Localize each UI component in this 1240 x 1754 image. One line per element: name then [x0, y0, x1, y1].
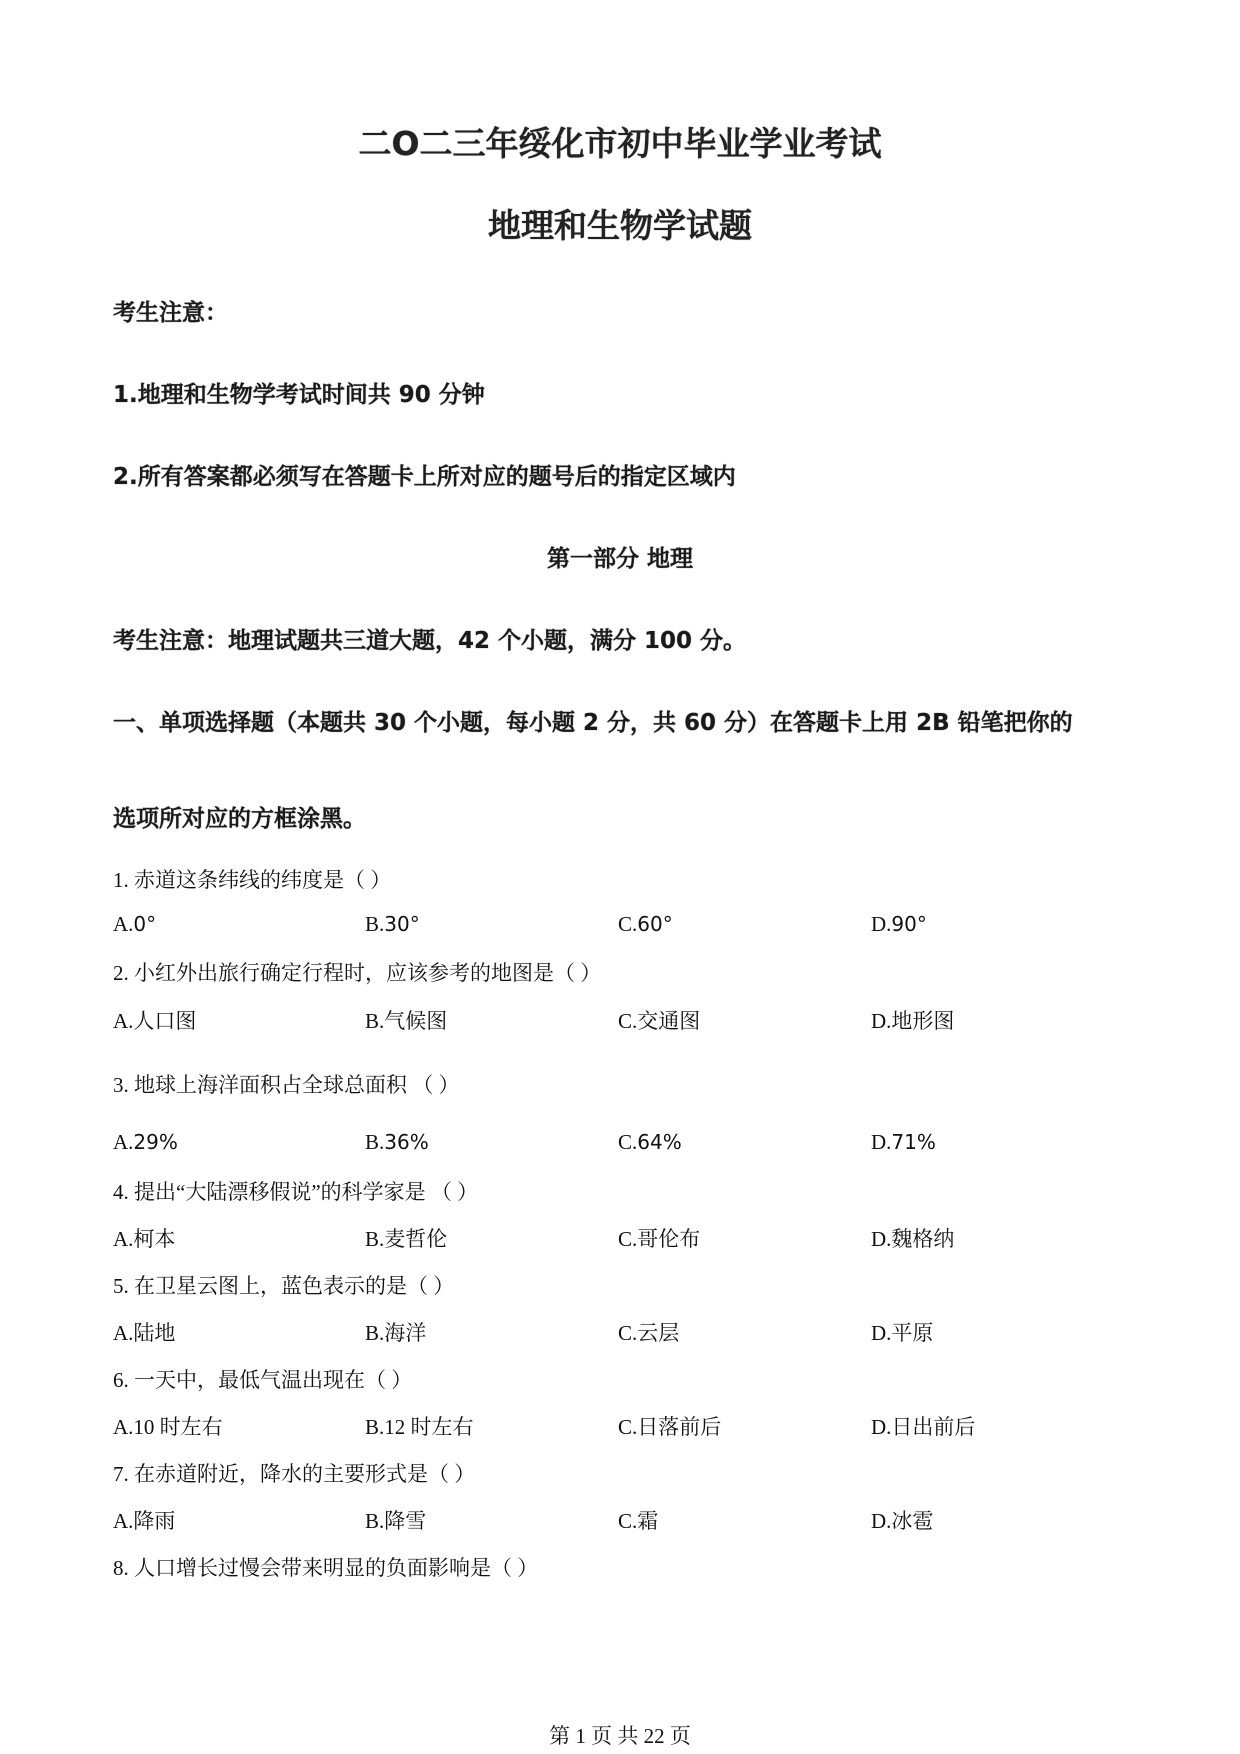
- option-d: [871, 912, 927, 937]
- question-4: 4. 提出“大陆漂移假说”的科学家是 （ ）: [113, 1180, 479, 1204]
- notice-heading: 考生注意：: [113, 300, 228, 326]
- option-d: [871, 1005, 954, 1035]
- section-instructions-line2: 选项所对应的方框涂黑。: [113, 806, 366, 832]
- option-value: 魏格纳: [891, 1227, 955, 1251]
- option-value: 云层: [637, 1321, 680, 1345]
- question-8: 8. 人口增长过慢会带来明显的负面影响是（ ）: [113, 1556, 539, 1580]
- option-label: C.: [618, 1415, 638, 1439]
- option-label: B.: [365, 1130, 385, 1154]
- option-c: [618, 1130, 682, 1155]
- option-value: 36%: [384, 1130, 429, 1154]
- option-a: [113, 1317, 175, 1347]
- option-label: D.: [871, 912, 892, 936]
- option-value: 冰雹: [891, 1509, 934, 1533]
- option-label: B.: [365, 1509, 385, 1533]
- question-1: 1. 赤道这条纬线的纬度是（ ）: [113, 868, 392, 892]
- option-a: [113, 1005, 196, 1035]
- option-label: C.: [618, 1227, 638, 1251]
- option-c: [618, 1223, 700, 1253]
- option-label: C.: [618, 1009, 638, 1033]
- option-label: B.: [365, 1415, 385, 1439]
- option-label: C.: [618, 1130, 638, 1154]
- option-label: A.: [113, 1130, 134, 1154]
- notice-item-1: 1.地理和生物学考试时间共 90 分钟: [113, 382, 485, 408]
- option-d: [871, 1505, 933, 1535]
- option-label: A.: [113, 1227, 134, 1251]
- option-value: 哥伦布: [637, 1227, 701, 1251]
- part-notice: 考生注意：地理试题共三道大题，42 个小题，满分 100 分。: [113, 628, 747, 654]
- option-label: B.: [365, 1321, 385, 1345]
- option-value: 麦哲伦: [384, 1227, 448, 1251]
- option-label: D.: [871, 1130, 892, 1154]
- option-value: 陆地: [133, 1321, 176, 1345]
- option-c: [618, 912, 673, 937]
- option-a: [113, 1505, 175, 1535]
- option-b: [365, 912, 420, 937]
- option-c: [618, 1005, 700, 1035]
- option-value: 64%: [637, 1130, 682, 1154]
- part-title: 第一部分 地理: [546, 546, 693, 572]
- option-label: A.: [113, 1009, 134, 1033]
- question-2: 2. 小红外出旅行确定行程时，应该参考的地图是（ ）: [113, 961, 602, 985]
- option-value: 10 时左右: [133, 1415, 223, 1439]
- option-a: [113, 1223, 175, 1253]
- option-value: 71%: [891, 1130, 936, 1154]
- option-label: B.: [365, 1009, 385, 1033]
- option-label: A.: [113, 912, 134, 936]
- option-label: C.: [618, 912, 638, 936]
- option-value: 30°: [384, 912, 420, 936]
- option-label: C.: [618, 1321, 638, 1345]
- question-5: 5. 在卫星云图上，蓝色表示的是（ ）: [113, 1274, 455, 1298]
- option-d: [871, 1223, 954, 1253]
- option-b: [365, 1317, 426, 1347]
- question-3: 3. 地球上海洋面积占全球总面积 （ ）: [113, 1073, 460, 1097]
- option-value: 柯本: [133, 1227, 176, 1251]
- option-label: D.: [871, 1009, 892, 1033]
- notice-item-2: 2.所有答案都必须写在答题卡上所对应的题号后的指定区域内: [113, 464, 736, 490]
- option-label: D.: [871, 1321, 892, 1345]
- option-a: [113, 1411, 223, 1441]
- option-value: 日落前后: [637, 1415, 722, 1439]
- question-6: 6. 一天中，最低气温出现在（ ）: [113, 1368, 413, 1392]
- option-value: 降雪: [384, 1509, 427, 1533]
- option-value: 12 时左右: [384, 1415, 474, 1439]
- option-value: 人口图: [133, 1009, 197, 1033]
- option-value: 日出前后: [891, 1415, 976, 1439]
- exam-title: 二O二三年绥化市初中毕业学业考试: [358, 124, 882, 163]
- page-number: 第 1 页 共 22 页: [549, 1724, 691, 1748]
- option-c: [618, 1317, 679, 1347]
- option-value: 地形图: [891, 1009, 955, 1033]
- option-label: D.: [871, 1509, 892, 1533]
- option-value: 0°: [133, 912, 157, 936]
- option-b: [365, 1411, 474, 1441]
- option-value: 平原: [891, 1321, 934, 1345]
- exam-subtitle: 地理和生物学试题: [488, 206, 752, 245]
- option-b: [365, 1505, 426, 1535]
- option-label: B.: [365, 1227, 385, 1251]
- option-label: A.: [113, 1321, 134, 1345]
- option-c: [618, 1411, 721, 1441]
- option-d: [871, 1317, 933, 1347]
- option-b: [365, 1005, 447, 1035]
- option-value: 降雨: [133, 1509, 176, 1533]
- option-value: 海洋: [384, 1321, 427, 1345]
- option-d: [871, 1411, 975, 1441]
- option-value: 90°: [891, 912, 927, 936]
- option-value: 气候图: [384, 1009, 448, 1033]
- option-label: A.: [113, 1509, 134, 1533]
- option-label: D.: [871, 1415, 892, 1439]
- option-label: D.: [871, 1227, 892, 1251]
- option-b: [365, 1130, 429, 1155]
- option-d: [871, 1130, 936, 1155]
- option-value: 60°: [637, 912, 673, 936]
- option-label: B.: [365, 912, 385, 936]
- option-value: 29%: [133, 1130, 178, 1154]
- option-label: A.: [113, 1415, 134, 1439]
- option-a: [113, 1130, 178, 1155]
- option-c: [618, 1505, 658, 1535]
- option-value: 交通图: [637, 1009, 701, 1033]
- option-value: 霜: [637, 1509, 659, 1533]
- question-7: 7. 在赤道附近，降水的主要形式是（ ）: [113, 1462, 476, 1486]
- section-instructions-line1: 一、单项选择题（本题共 30 个小题，每小题 2 分，共 60 分）在答题卡上用 2B 铅笔把你的: [113, 710, 1073, 736]
- option-b: [365, 1223, 447, 1253]
- option-a: [113, 912, 156, 937]
- option-label: C.: [618, 1509, 638, 1533]
